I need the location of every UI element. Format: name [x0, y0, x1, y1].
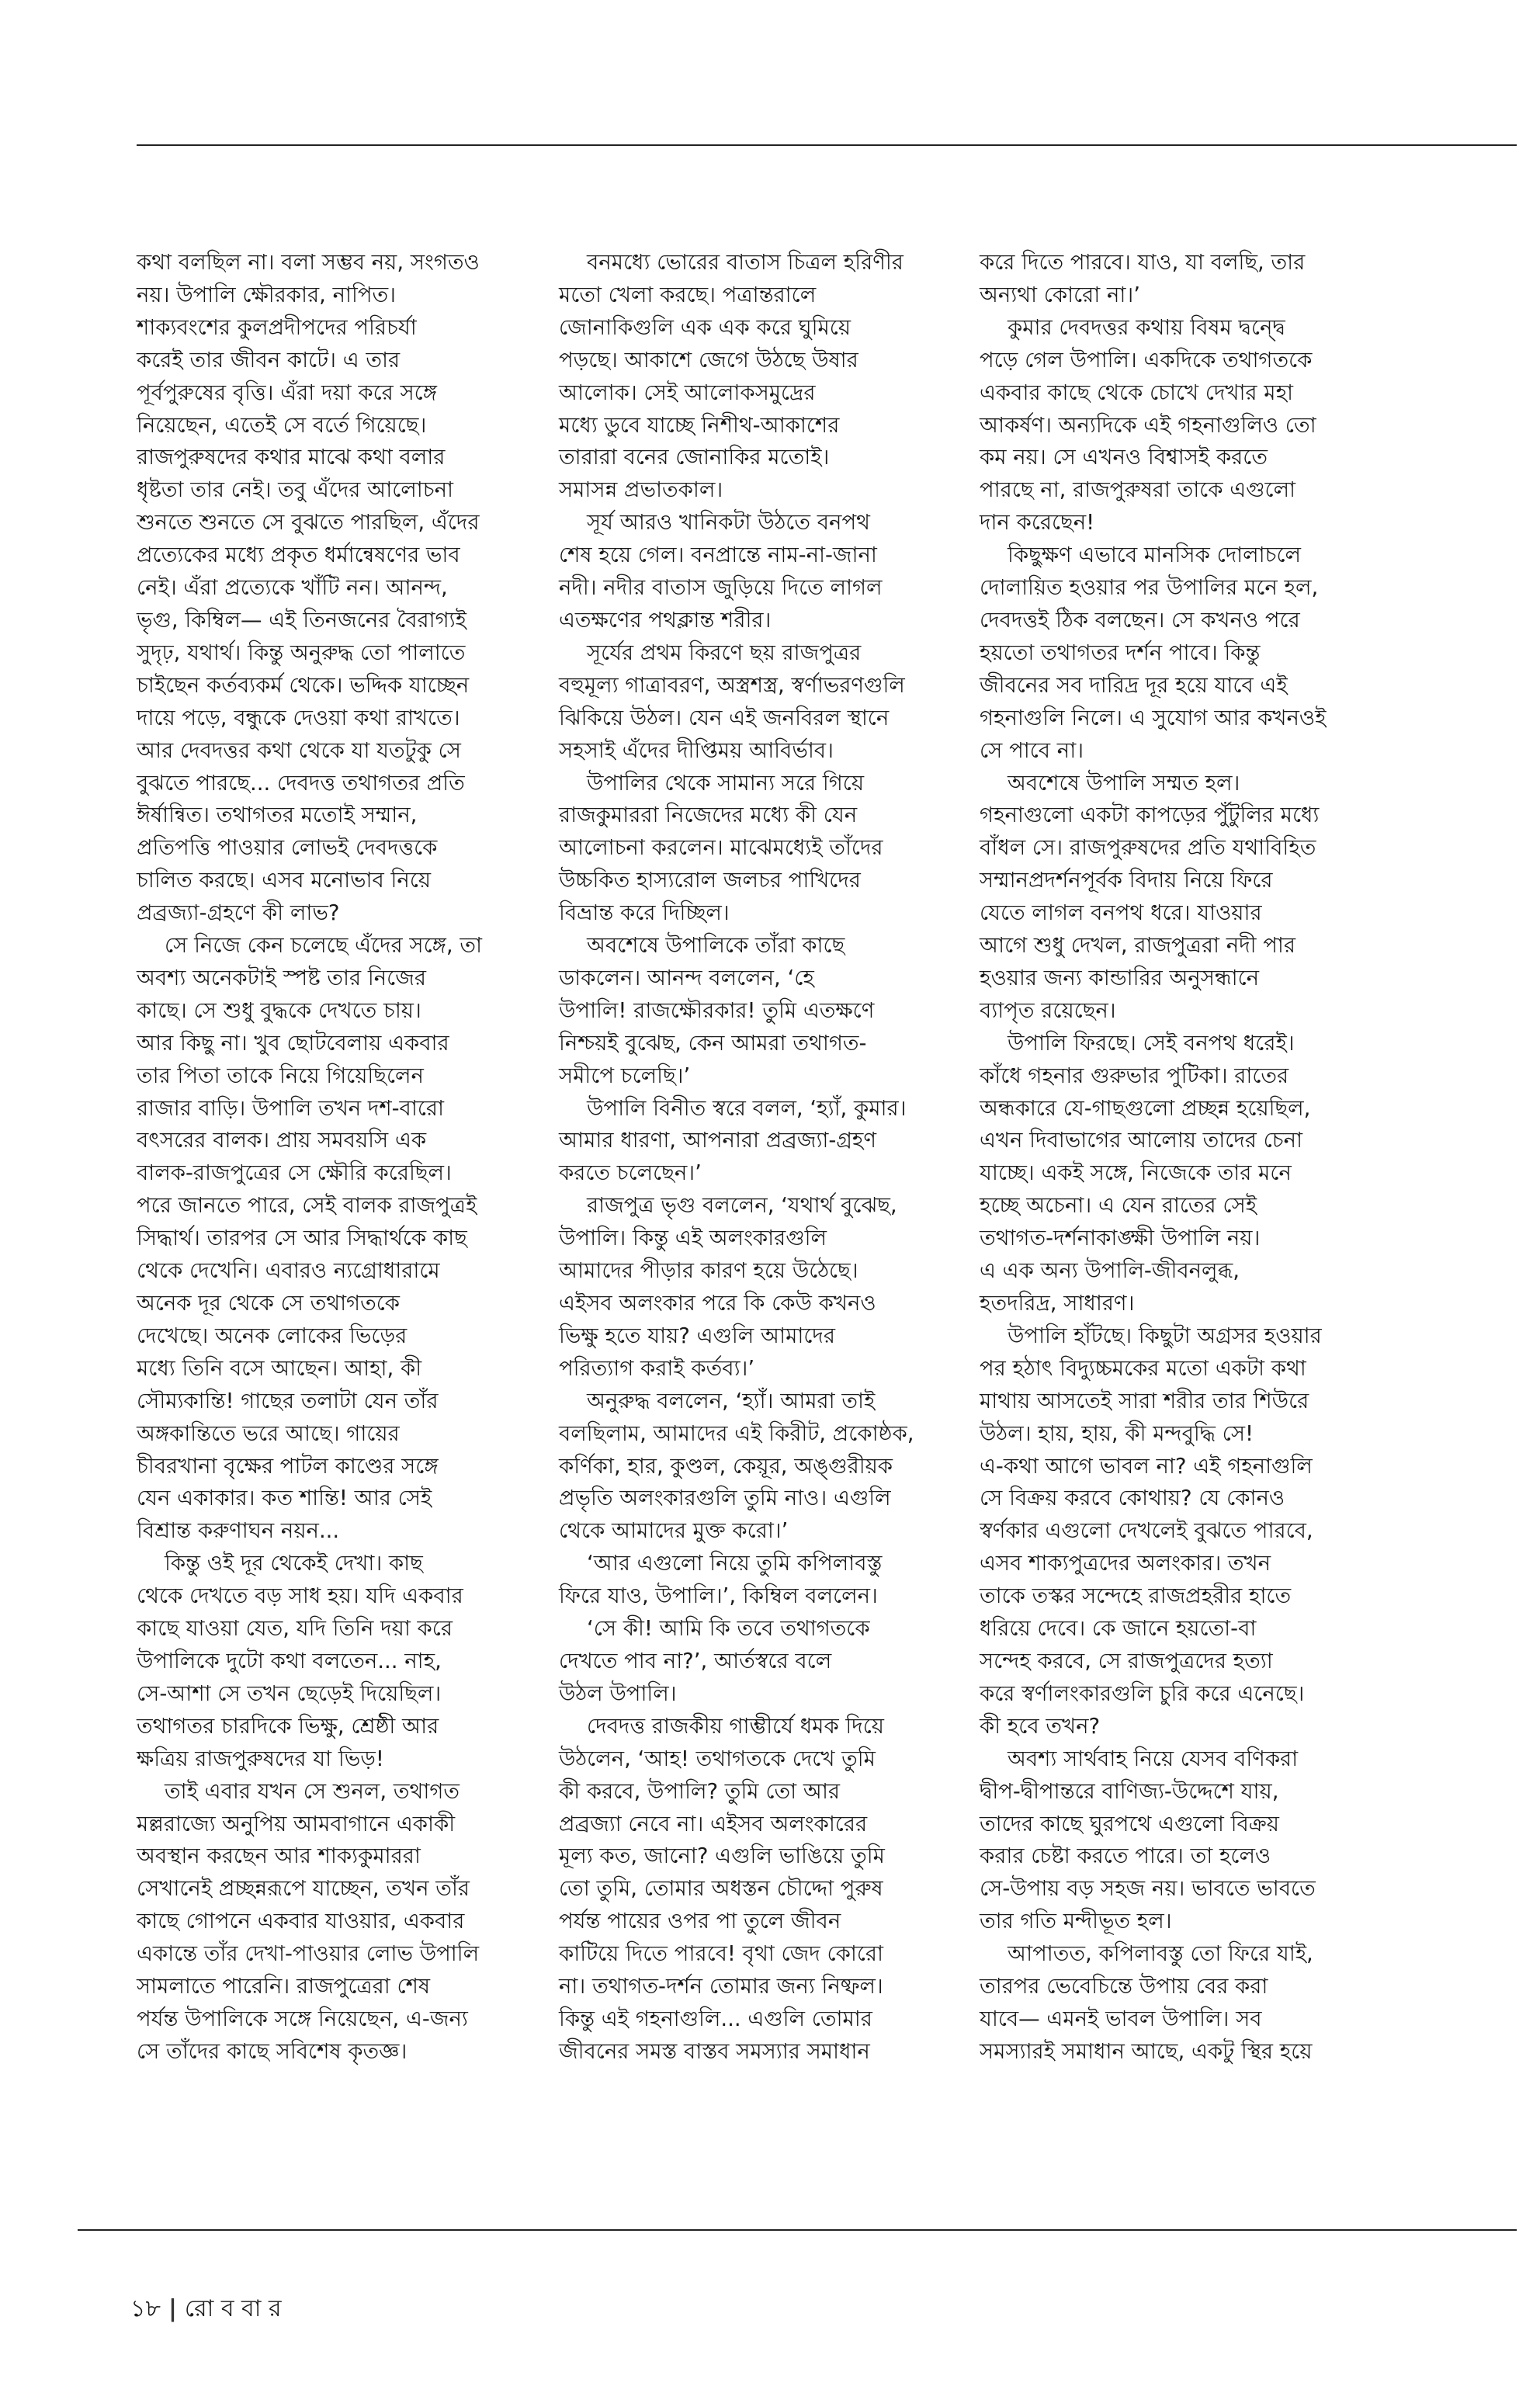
text-line: উপালি হাঁটছে। কিছুটা অগ্রসর হওয়ার	[1008, 1323, 1322, 1348]
text-line: ঝিকিয়ে উঠল। যেন এই জনবিরল স্থানে	[559, 705, 890, 730]
text-line: ‘আর এগুলো নিয়ে তুমি কপিলাবস্তু	[587, 1551, 883, 1576]
magazine-name: রো ব বা র	[184, 2295, 282, 2322]
page-number: ১৮	[130, 2295, 161, 2322]
text-line: বহুমূল্য গাত্রাবরণ, অস্ত্রশস্ত্র, স্বর্ণাভরণগুলি	[559, 672, 905, 698]
text-line: হয়তো তথাগতর দর্শন পাবে। কিন্তু	[980, 640, 1261, 665]
text-line: অন্যথা কোরো না।’	[980, 282, 1140, 307]
text-line: তার গতি মন্দীভূত হল।	[980, 1909, 1172, 1934]
text-line: পরে জানতে পারে, সেই বালক রাজপুত্রই	[137, 1193, 477, 1219]
paragraph	[559, 930, 994, 1093]
text-line: করেই তার জীবন কাটে। এ তার	[137, 347, 401, 373]
text-line: গহনাগুলি নিলে। এ সুযোগ আর কখনওই	[980, 705, 1327, 730]
text-line: সৌম্যকান্তি! গাছের তলাটা যেন তাঁর	[137, 1388, 439, 1413]
paragraph	[980, 1320, 1414, 1743]
text-line: কিন্তু ওই দূর থেকেই দেখা। কাছ	[165, 1551, 423, 1576]
text-line: একান্তে তাঁর দেখা-পাওয়ার লোভ উপালি	[137, 1941, 480, 1967]
text-line: সে-আশা সে তখন ছেড়েই দিয়েছিল।	[137, 1680, 442, 1706]
text-line: বিশ্রান্ত করুণাঘন নয়ন...	[137, 1518, 340, 1544]
text-line: বাঁধল সে। রাজপুরুষদের প্রতি যথাবিহিত	[980, 835, 1316, 861]
text-line: এ এক অন্য উপালি-জীবনলুব্ধ,	[980, 1258, 1240, 1284]
text-line: বিভ্রান্ত করে দিচ্ছিল।	[559, 900, 730, 926]
text-line: হতদরিদ্র, সাধারণ।	[980, 1291, 1135, 1316]
text-line: স্বর্ণকার এগুলো দেখলেই বুঝতে পারবে,	[980, 1518, 1313, 1544]
text-line: রাজার বাড়ি। উপালি তখন দশ-বারো	[137, 1095, 444, 1121]
text-line: কিছুক্ষণ এভাবে মানসিক দোলাচলে	[1008, 543, 1302, 568]
paragraph	[137, 1548, 571, 1775]
text-line: সেখানেই প্রচ্ছন্নরূপে যাচ্ছেন, তখন তাঁর	[137, 1876, 470, 1902]
text-line: রাজপুত্র ভৃগু বললেন, ‘যথার্থ বুঝেছ,	[587, 1193, 897, 1219]
paragraph	[559, 1093, 994, 1191]
text-line: উপালির থেকে সামান্য সরে গিয়ে	[587, 770, 865, 796]
text-line: সম্মানপ্রদর্শনপূর্বক বিদায় নিয়ে ফিরে	[980, 868, 1273, 893]
text-line: কিন্তু এই গহনাগুলি... এগুলি তোমার	[559, 2006, 872, 2031]
text-line: ডাকলেন। আনন্দ বললেন, ‘হে	[559, 965, 814, 990]
text-line: দেবদত্তই ঠিক বলছেন। সে কখনও পরে	[980, 607, 1300, 633]
text-line: মল্লরাজ্যে অনুপিয় আমবাগানে একাকী	[137, 1811, 456, 1836]
paragraph	[137, 247, 571, 930]
text-line: উঠলেন, ‘আহ! তথাগতকে দেখে তুমি	[559, 1746, 876, 1771]
text-line: শুনতে শুনতে সে বুঝতে পারছিল, এঁদের	[137, 510, 480, 536]
text-line: সুদৃঢ়, যথার্থ। কিন্তু অনুরুদ্ধ তো পালাতে	[137, 640, 466, 665]
text-line: ভৃগু, কিম্বিল— এই তিনজনের বৈরাগ্যই	[137, 607, 467, 633]
text-line: করে দিতে পারবে। যাও, যা বলছি, তার	[980, 250, 1306, 275]
text-line: জীবনের সমস্ত বাস্তব সমস্যার সমাধান	[559, 2038, 870, 2064]
text-line: এইসব অলংকার পরে কি কেউ কখনও	[559, 1291, 876, 1316]
paragraph	[980, 247, 1414, 312]
text-column-1	[137, 247, 571, 2069]
text-line: দেখতে পাব না?’, আর্তস্বরে বলে	[559, 1648, 832, 1673]
text-line: অবস্থান করছেন আর শাক্যকুমাররা	[137, 1843, 421, 1869]
text-line: তাকে তস্কর সন্দেহে রাজপ্রহরীর হাতে	[980, 1583, 1292, 1609]
text-line: ধরিয়ে দেবে। কে জানে হয়তো-বা	[980, 1616, 1257, 1642]
text-line: এখন দিবাভাগের আলোয় তাদের চেনা	[980, 1128, 1303, 1153]
text-line: দেখেছে। অনেক লোকের ভিড়ের	[137, 1323, 408, 1348]
text-line: দান করেছেন!	[980, 510, 1095, 536]
text-line: যাচ্ছে। একই সঙ্গে, নিজেকে তার মনে	[980, 1160, 1292, 1186]
text-line: করার চেষ্টা করতে পারে। তা হলেও	[980, 1843, 1271, 1869]
text-line: চীবরখানা বৃক্ষের পাটল কাণ্ডের সঙ্গে	[137, 1453, 439, 1479]
text-line: সিদ্ধার্থ। তারপর সে আর সিদ্ধার্থকে কাছ	[137, 1226, 467, 1251]
text-line: আপাতত, কপিলাবস্তু তো ফিরে যাই,	[1008, 1941, 1313, 1967]
text-line: জোনাকিগুলি এক এক করে ঘুমিয়ে	[559, 314, 852, 340]
text-line: রাজপুরুষদের কথার মাঝে কথা বলার	[137, 445, 446, 470]
text-line: কুমার দেবদত্তর কথায় বিষম দ্বন্দ্বে	[1008, 314, 1285, 340]
paragraph	[137, 930, 571, 1548]
paragraph	[559, 637, 994, 768]
text-line: তো তুমি, তোমার অধস্তন চৌদ্দো পুরুষ	[559, 1876, 883, 1902]
text-line: সমাসন্ন প্রভাতকাল।	[559, 477, 723, 503]
text-line: বনমধ্যে ভোরের বাতাস চিত্রল হরিণীর	[587, 250, 904, 275]
text-line: এতক্ষণের পথক্লান্ত শরীর।	[559, 607, 772, 633]
paragraph	[559, 247, 994, 507]
text-line: প্রব্রজ্যা-গ্রহণে কী লাভ?	[137, 900, 340, 926]
text-line: মতো খেলা করছে। পত্রান্তরালে	[559, 282, 817, 307]
text-line: অঙ্গকান্তিতে ভরে আছে। গায়ের	[137, 1420, 400, 1446]
text-line: সে নিজে কেন চলেছে এঁদের সঙ্গে, তা	[165, 933, 482, 959]
text-line: আকর্ষণ। অন্যদিকে এই গহনাগুলিও তো	[980, 412, 1316, 438]
text-line: যেন একাকার। কত শান্তি! আর সেই	[137, 1486, 432, 1511]
text-line: একবার কাছে থেকে চোখে দেখার মহা	[980, 380, 1293, 405]
text-line: দোলায়িত হওয়ার পর উপালির মনে হল,	[980, 575, 1319, 601]
text-line: পর্যন্ত পায়ের ওপর পা তুলে জীবন	[559, 1909, 841, 1934]
text-line: চালিত করছে। এসব মনোভাব নিয়ে	[137, 868, 432, 893]
text-line: তাই এবার যখন সে শুনল, তথাগত	[165, 1778, 460, 1804]
text-line: থেকে দেখেনি। এবারও ন্যগ্রোধারামে	[137, 1258, 440, 1284]
text-line: মূল্য কত, জানো? এগুলি ভাঙিয়ে তুমি	[559, 1843, 885, 1869]
text-line: নেই। এঁরা প্রত্যেকে খাঁটি নন। আনন্দ,	[137, 575, 448, 601]
text-line: ধৃষ্টতা তার নেই। তবু এঁদের আলোচনা	[137, 477, 453, 503]
text-line: দ্বীপ-দ্বীপান্তরে বাণিজ্য-উদ্দেশে যায়,	[980, 1778, 1279, 1804]
text-line: অনেক দূর থেকে সে তথাগতকে	[137, 1291, 401, 1316]
text-line: উঠল। হায়, হায়, কী মন্দবুদ্ধি সে!	[980, 1420, 1254, 1446]
text-line: তারারা বনের জোনাকির মতোই।	[559, 445, 830, 470]
text-line: তাদের কাছে ঘুরপথে এগুলো বিক্রয়	[980, 1811, 1279, 1836]
text-line: তারপর ভেবেচিন্তে উপায় বের করা	[980, 1974, 1268, 1999]
text-line: পূর্বপুরুষের বৃত্তি। এঁরা দয়া করে সঙ্গে	[137, 380, 437, 405]
text-line: ব্যাপৃত রয়েছেন।	[980, 997, 1116, 1023]
text-line: সে তাঁদের কাছে সবিশেষ কৃতজ্ঞ।	[137, 2038, 408, 2064]
text-line: অবশেষে উপালি সম্মত হল।	[1008, 770, 1240, 796]
text-line: বুঝতে পারছে... দেবদত্ত তথাগতর প্রতি	[137, 770, 465, 796]
paragraph	[559, 768, 994, 931]
top-rule	[137, 144, 1517, 146]
text-line: সহসাই এঁদের দীপ্তিময় আবির্ভাব।	[559, 737, 834, 763]
text-line: ‘সে কী! আমি কি তবে তথাগতকে	[587, 1616, 870, 1642]
text-line: করে স্বর্ণালংকারগুলি চুরি করে এনেছে।	[980, 1680, 1305, 1706]
text-line: আর কিছু না। খুব ছোটবেলায় একবার	[137, 1030, 449, 1056]
bottom-rule	[78, 2229, 1517, 2231]
text-line: থেকে দেখতে বড় সাধ হয়। যদি একবার	[137, 1583, 463, 1609]
text-line: কর্ণিকা, হার, কুণ্ডল, কেয়ূর, অঙ্গুরীয়ক	[559, 1453, 893, 1479]
text-line: সামলাতে পারেনি। রাজপুত্রেরা শেষ	[137, 1974, 431, 1999]
footer-separator: |	[168, 2295, 177, 2322]
text-line: আগে শুধু দেখল, রাজপুত্ররা নদী পার	[980, 933, 1296, 959]
paragraph	[980, 1743, 1414, 1938]
text-line: সূর্য আরও খানিকটা উঠতে বনপথ	[587, 510, 870, 536]
text-line: প্রব্রজ্যা নেবে না। এইসব অলংকারের	[559, 1811, 868, 1836]
text-line: না। তথাগত-দর্শন তোমার জন্য নিষ্ফল।	[559, 1974, 883, 1999]
text-line: উপালি! রাজক্ষৌরকার! তুমি এতক্ষণে	[559, 997, 875, 1023]
text-line: কী করবে, উপালি? তুমি তো আর	[559, 1778, 841, 1804]
text-line: সূর্যের প্রথম কিরণে ছয় রাজপুত্রর	[587, 640, 862, 665]
text-line: উপালি। কিন্তু এই অলংকারগুলি	[559, 1226, 827, 1251]
text-line: জীবনের সব দারিদ্র দূর হয়ে যাবে এই	[980, 672, 1288, 698]
text-line: উচ্চকিত হাস্যরোল জলচর পাখিদের	[559, 868, 861, 893]
paragraph	[559, 1711, 994, 2069]
text-line: কথা বলছিল না। বলা সম্ভব নয়, সংগতও	[137, 250, 480, 275]
text-line: ভিক্ষু হতে যায়? এগুলি আমাদের	[559, 1323, 835, 1348]
text-line: তার পিতা তাকে নিয়ে গিয়েছিলেন	[137, 1063, 424, 1088]
text-line: অনুরুদ্ধ বললেন, ‘হ্যাঁ। আমরা তাই	[587, 1388, 876, 1413]
paragraph	[980, 768, 1414, 1028]
text-line: ক্ষত্রিয় রাজপুরুষদের যা ভিড়!	[137, 1746, 384, 1771]
text-line: কাঁধে গহনার গুরুভার পুটিকা। রাতের	[980, 1063, 1289, 1088]
page-footer	[130, 2290, 281, 2329]
text-line: করতে চলেছেন।’	[559, 1160, 702, 1186]
text-line: নিশ্চয়ই বুঝেছ, কেন আমরা তথাগত-	[559, 1030, 867, 1056]
text-line: উঠল উপালি।	[559, 1680, 677, 1706]
text-line: বৎসরের বালক। প্রায় সমবয়সি এক	[137, 1128, 427, 1153]
text-line: পর হঠাৎ বিদ্যুচ্চমকের মতো একটা কথা	[980, 1355, 1306, 1381]
text-line: প্রত্যেকের মধ্যে প্রকৃত ধর্মান্বেষণের ভাব	[137, 543, 460, 568]
text-line: কম নয়। সে এখনও বিশ্বাসই করতে	[980, 445, 1268, 470]
text-line: কাছে গোপনে একবার যাওয়ার, একবার	[137, 1909, 465, 1934]
paragraph	[137, 1776, 571, 2069]
text-line: এ-কথা আগে ভাবল না? এই গহনাগুলি	[980, 1453, 1313, 1479]
text-line: যেতে লাগল বনপথ ধরে। যাওয়ার	[980, 900, 1262, 926]
text-line: মাথায় আসতেই সারা শরীর তার শিউরে	[980, 1388, 1309, 1413]
text-line: উপালি ফিরছে। সেই বনপথ ধরেই।	[1008, 1030, 1295, 1056]
text-line: সমস্যারই সমাধান আছে, একটু স্থির হয়ে	[980, 2038, 1313, 2064]
text-line: অবশেষে উপালিকে তাঁরা কাছে	[587, 933, 845, 959]
text-line: চাইছেন কর্তব্যকর্ম থেকে। ভদ্দিক যাচ্ছেন	[137, 672, 470, 698]
text-line: সে-উপায় বড় সহজ নয়। ভাবতে ভাবতে	[980, 1876, 1316, 1902]
paragraph	[559, 1613, 994, 1711]
text-line: সমীপে চলেছি।’	[559, 1063, 691, 1088]
text-line: রাজকুমাররা নিজেদের মধ্যে কী যেন	[559, 803, 858, 828]
text-line: আমার ধারণা, আপনারা প্রব্রজ্যা-গ্রহণ	[559, 1128, 877, 1153]
paragraph	[559, 1386, 994, 1549]
text-line: বলছিলাম, আমাদের এই কিরীট, প্রকোষ্ঠক,	[559, 1420, 914, 1446]
text-line: আমাদের পীড়ার কারণ হয়ে উঠেছে।	[559, 1258, 858, 1284]
text-line: মধ্যে ডুবে যাচ্ছে নিশীথ-আকাশের	[559, 412, 840, 438]
text-line: এসব শাক্যপুত্রদের অলংকার। তখন	[980, 1551, 1271, 1576]
paragraph	[980, 312, 1414, 539]
text-line: কাছে। সে শুধু বুদ্ধকে দেখতে চায়।	[137, 997, 421, 1023]
text-line: আর দেবদত্তর কথা থেকে যা যতটুকু সে	[137, 737, 461, 763]
text-line: তথাগতর চারদিকে ভিক্ষু, শ্রেষ্ঠী আর	[137, 1713, 439, 1739]
text-line: সে পাবে না।	[980, 737, 1084, 763]
text-line: হচ্ছে অচেনা। এ যেন রাতের সেই	[980, 1193, 1257, 1219]
paragraph	[559, 507, 994, 637]
text-line: সন্দেহ করবে, সে রাজপুত্রদের হত্যা	[980, 1648, 1273, 1673]
text-column-2	[559, 247, 994, 2069]
text-line: ফিরে যাও, উপালি।’, কিম্বিল বললেন।	[559, 1583, 878, 1609]
text-line: ঈর্ষান্বিত। তথাগতর মতোই সম্মান,	[137, 803, 418, 828]
text-line: কাটিয়ে দিতে পারবে! বৃথা জেদ কোরো	[559, 1941, 883, 1967]
text-line: তথাগত-দর্শনাকাঙ্ক্ষী উপালি নয়।	[980, 1226, 1261, 1251]
paragraph	[559, 1190, 994, 1385]
text-line: মধ্যে তিনি বসে আছেন। আহা, কী	[137, 1355, 422, 1381]
paragraph	[980, 1938, 1414, 2069]
text-line: আলোক। সেই আলোকসমুদ্রের	[559, 380, 816, 405]
text-line: বালক-রাজপুত্রের সে ক্ষৌরি করেছিল।	[137, 1160, 452, 1186]
text-line: আলোচনা করলেন। মাঝেমধ্যেই তাঁদের	[559, 835, 883, 861]
text-line: থেকে আমাদের মুক্ত করো।’	[559, 1518, 789, 1544]
text-line: পড়ছে। আকাশে জেগে উঠছে উষার	[559, 347, 858, 373]
text-line: পারছে না, রাজপুরুষরা তাকে এগুলো	[980, 477, 1296, 503]
text-line: নদী। নদীর বাতাস জুড়িয়ে দিতে লাগল	[559, 575, 883, 601]
text-line: উপালিকে দুটো কথা বলতেন... নাহ,	[137, 1648, 442, 1673]
text-line: প্রতিপত্তি পাওয়ার লোভই দেবদত্তকে	[137, 835, 438, 861]
text-line: পড়ে গেল উপালি। একদিকে তথাগতকে	[980, 347, 1313, 373]
text-line: শাক্যবংশের কুলপ্রদীপদের পরিচর্যা	[137, 314, 417, 340]
text-line: দায়ে পড়ে, বন্ধুকে দেওয়া কথা রাখতে।	[137, 705, 460, 730]
text-line: দেবদত্ত রাজকীয় গাম্ভীর্যে ধমক দিয়ে	[587, 1713, 884, 1739]
paragraph	[559, 1548, 994, 1613]
text-line: উপালি বিনীত স্বরে বলল, ‘হ্যাঁ, কুমার।	[587, 1095, 907, 1121]
text-line: পরিত্যাগ করাই কর্তব্য।’	[559, 1355, 755, 1381]
text-line: যাবে— এমনই ভাবল উপালি। সব	[980, 2006, 1262, 2031]
paragraph	[980, 539, 1414, 767]
text-line: নিয়েছেন, এতেই সে বর্তে গিয়েছে।	[137, 412, 427, 438]
text-line: কী হবে তখন?	[980, 1713, 1101, 1739]
text-line: অন্ধকারে যে-গাছগুলো প্রচ্ছন্ন হয়েছিল,	[980, 1095, 1311, 1121]
text-line: অবশ্য সার্থবাহ নিয়ে যেসব বণিকরা	[1008, 1746, 1299, 1771]
text-line: নয়। উপালি ক্ষৌরকার, নাপিত।	[137, 282, 396, 307]
text-line: পর্যন্ত উপালিকে সঙ্গে নিয়েছেন, এ-জন্য	[137, 2006, 468, 2031]
text-line: কাছে যাওয়া যেত, যদি তিনি দয়া করে	[137, 1616, 453, 1642]
text-line: গহনাগুলো একটা কাপড়ের পুঁটুলির মধ্যে	[980, 803, 1320, 828]
text-line: শেষ হয়ে গেল। বনপ্রান্তে নাম-না-জানা	[559, 543, 877, 568]
text-column-3	[980, 247, 1414, 2069]
text-line: সে বিক্রয় করবে কোথায়? যে কোনও	[980, 1486, 1285, 1511]
text-line: অবশ্য অনেকটাই স্পষ্ট তার নিজের	[137, 965, 426, 990]
text-line: হওয়ার জন্য কান্ডারির অনুসন্ধানে	[980, 965, 1260, 990]
paragraph	[980, 1028, 1414, 1320]
text-line: প্রভৃতি অলংকারগুলি তুমি নাও। এগুলি	[559, 1486, 891, 1511]
